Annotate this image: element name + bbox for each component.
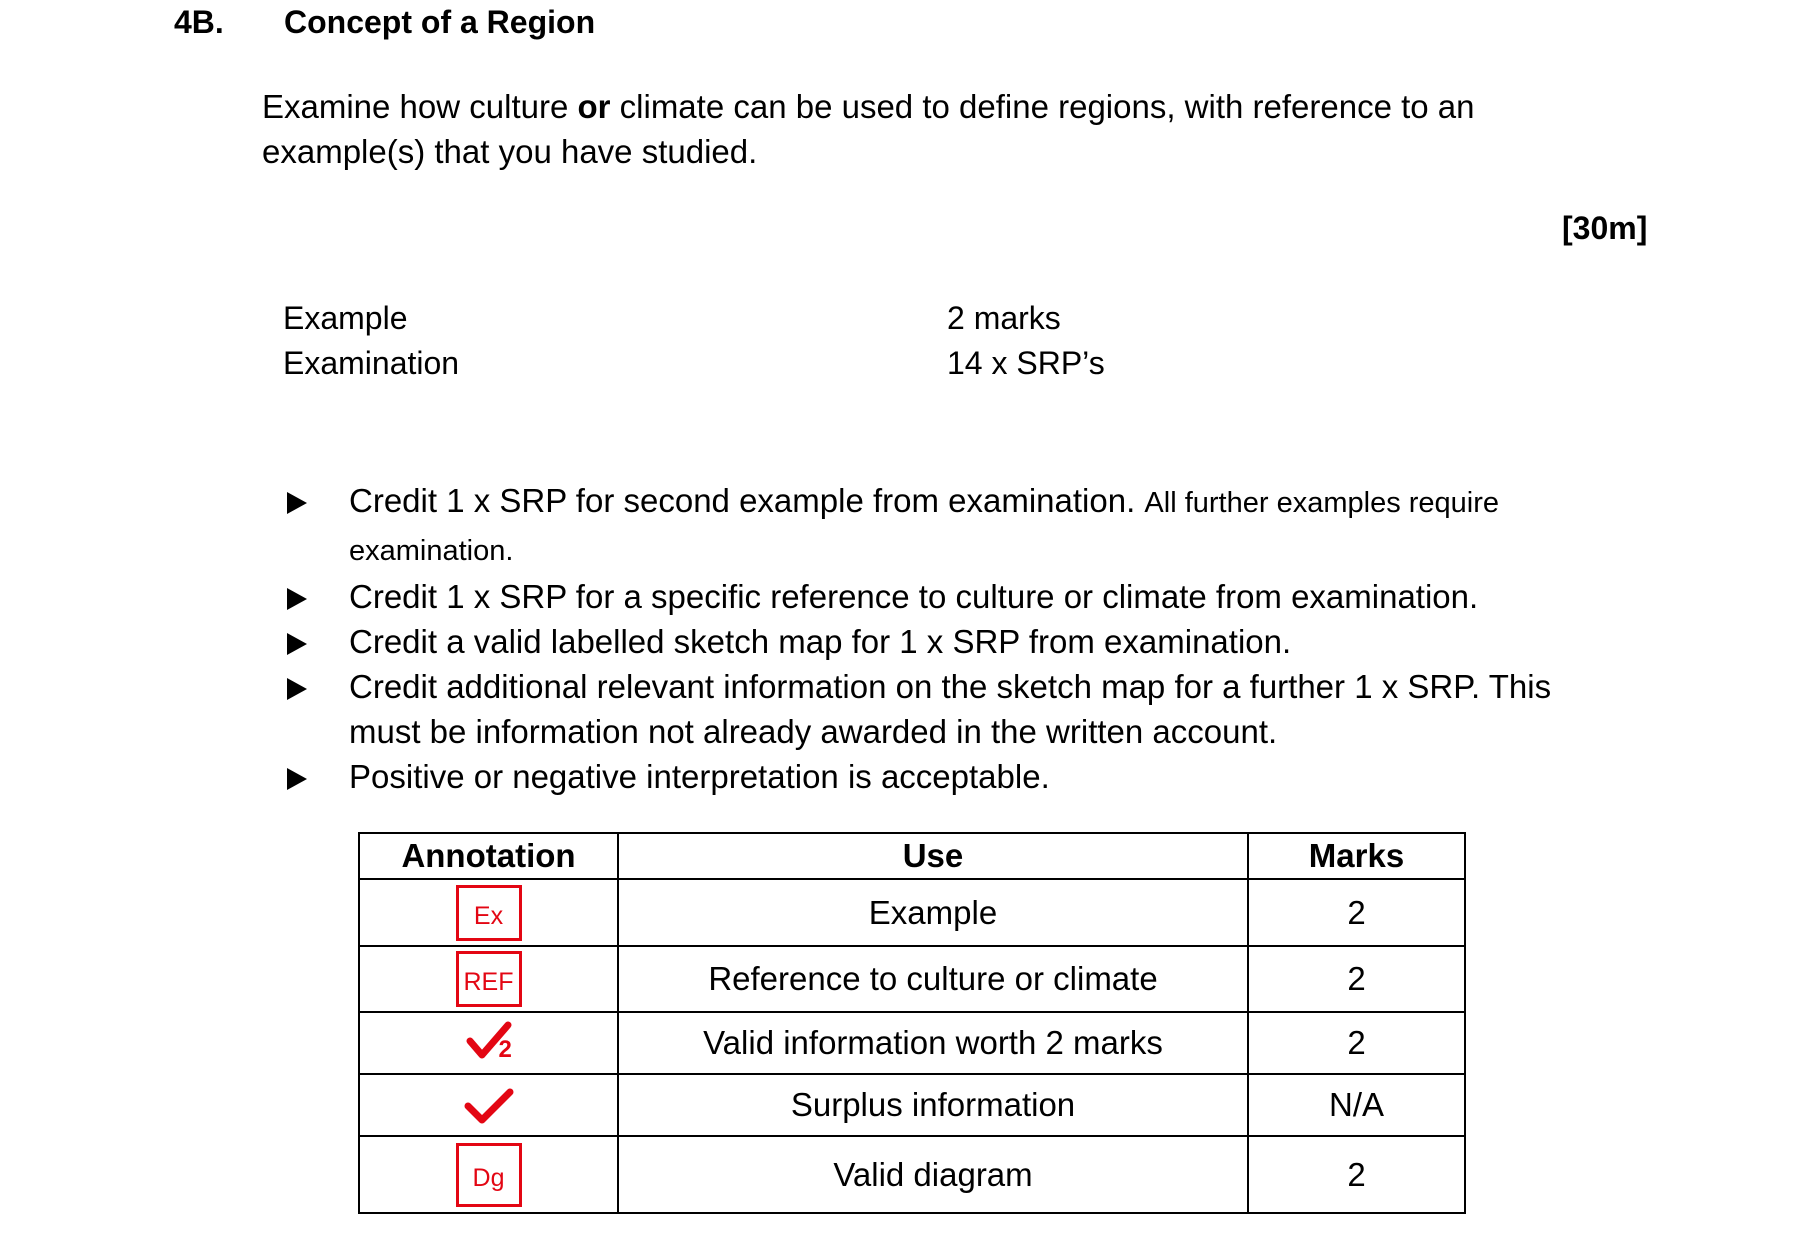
list-item-text: Credit a valid labelled sketch map for 1 x SRP from examination. <box>349 623 1292 660</box>
marks-cell: 2 <box>1248 879 1465 946</box>
list-item <box>283 619 1613 664</box>
marking-guidelines-list <box>283 478 1613 799</box>
table-row <box>359 879 1465 946</box>
breakdown-label-examination: Examination <box>283 345 460 381</box>
column-header-marks: Marks <box>1248 833 1465 879</box>
breakdown-value-example: 2 marks <box>947 300 1061 336</box>
list-item-text: Credit 1 x SRP for second example from examination. <box>349 482 1145 519</box>
annotation-cell <box>359 1012 618 1074</box>
table-header-row <box>359 833 1465 879</box>
annotation-cell <box>359 1136 618 1213</box>
list-item-text: Credit additional relevant information on the sketch map for a further 1 x SRP. This must be information not already awarded in the written account. <box>349 668 1552 750</box>
tick-subscript: 2 <box>498 1036 512 1063</box>
list-item <box>283 574 1613 619</box>
list-item-text: Positive or negative interpretation is acceptable. <box>349 758 1050 795</box>
arrow-bullet-icon <box>287 678 307 700</box>
tick-2-icon <box>459 1019 519 1067</box>
arrow-bullet-icon <box>287 588 307 610</box>
column-header-use: Use <box>618 833 1248 879</box>
use-cell: Reference to culture or climate <box>618 946 1248 1012</box>
list-item <box>283 664 1613 754</box>
total-marks: [30m] <box>1562 210 1648 246</box>
tick-icon <box>464 1086 514 1126</box>
prompt-text-bold: or <box>577 88 611 125</box>
reference-stamp-icon: REF <box>456 951 522 1007</box>
arrow-bullet-icon <box>287 492 307 514</box>
prompt-text-start: Examine how culture <box>262 88 578 125</box>
breakdown-value-examination: 14 x SRP’s <box>947 345 1105 381</box>
annotation-cell <box>359 946 618 1012</box>
marks-cell: N/A <box>1248 1074 1465 1136</box>
table-row <box>359 1012 1465 1074</box>
marks-cell: 2 <box>1248 1136 1465 1213</box>
prompt-text-end: climate can be used to define regions, with reference to an example(s) that you have studied. <box>262 88 1475 170</box>
list-item-text: Credit 1 x SRP for a specific reference to culture or climate from examination. <box>349 578 1479 615</box>
breakdown-label-example: Example <box>283 300 408 336</box>
diagram-stamp-icon: Dg <box>456 1143 522 1207</box>
arrow-bullet-icon <box>287 768 307 790</box>
marks-cell: 2 <box>1248 946 1465 1012</box>
list-item <box>283 754 1613 799</box>
list-item-note: All further examples require examination. <box>349 487 1500 567</box>
table-row <box>359 946 1465 1012</box>
question-title: Concept of a Region <box>284 4 596 40</box>
question-number: 4B. <box>174 4 224 40</box>
annotation-table <box>358 832 1466 1214</box>
question-prompt <box>262 84 1642 174</box>
use-cell: Example <box>618 879 1248 946</box>
table-row <box>359 1136 1465 1213</box>
column-header-annotation: Annotation <box>359 833 618 879</box>
use-cell: Valid diagram <box>618 1136 1248 1213</box>
use-cell: Valid information worth 2 marks <box>618 1012 1248 1074</box>
arrow-bullet-icon <box>287 633 307 655</box>
marks-cell: 2 <box>1248 1012 1465 1074</box>
list-item <box>283 478 1613 574</box>
annotation-cell <box>359 879 618 946</box>
example-stamp-icon: Ex <box>456 885 522 941</box>
use-cell: Surplus information <box>618 1074 1248 1136</box>
annotation-cell <box>359 1074 618 1136</box>
table-row <box>359 1074 1465 1136</box>
